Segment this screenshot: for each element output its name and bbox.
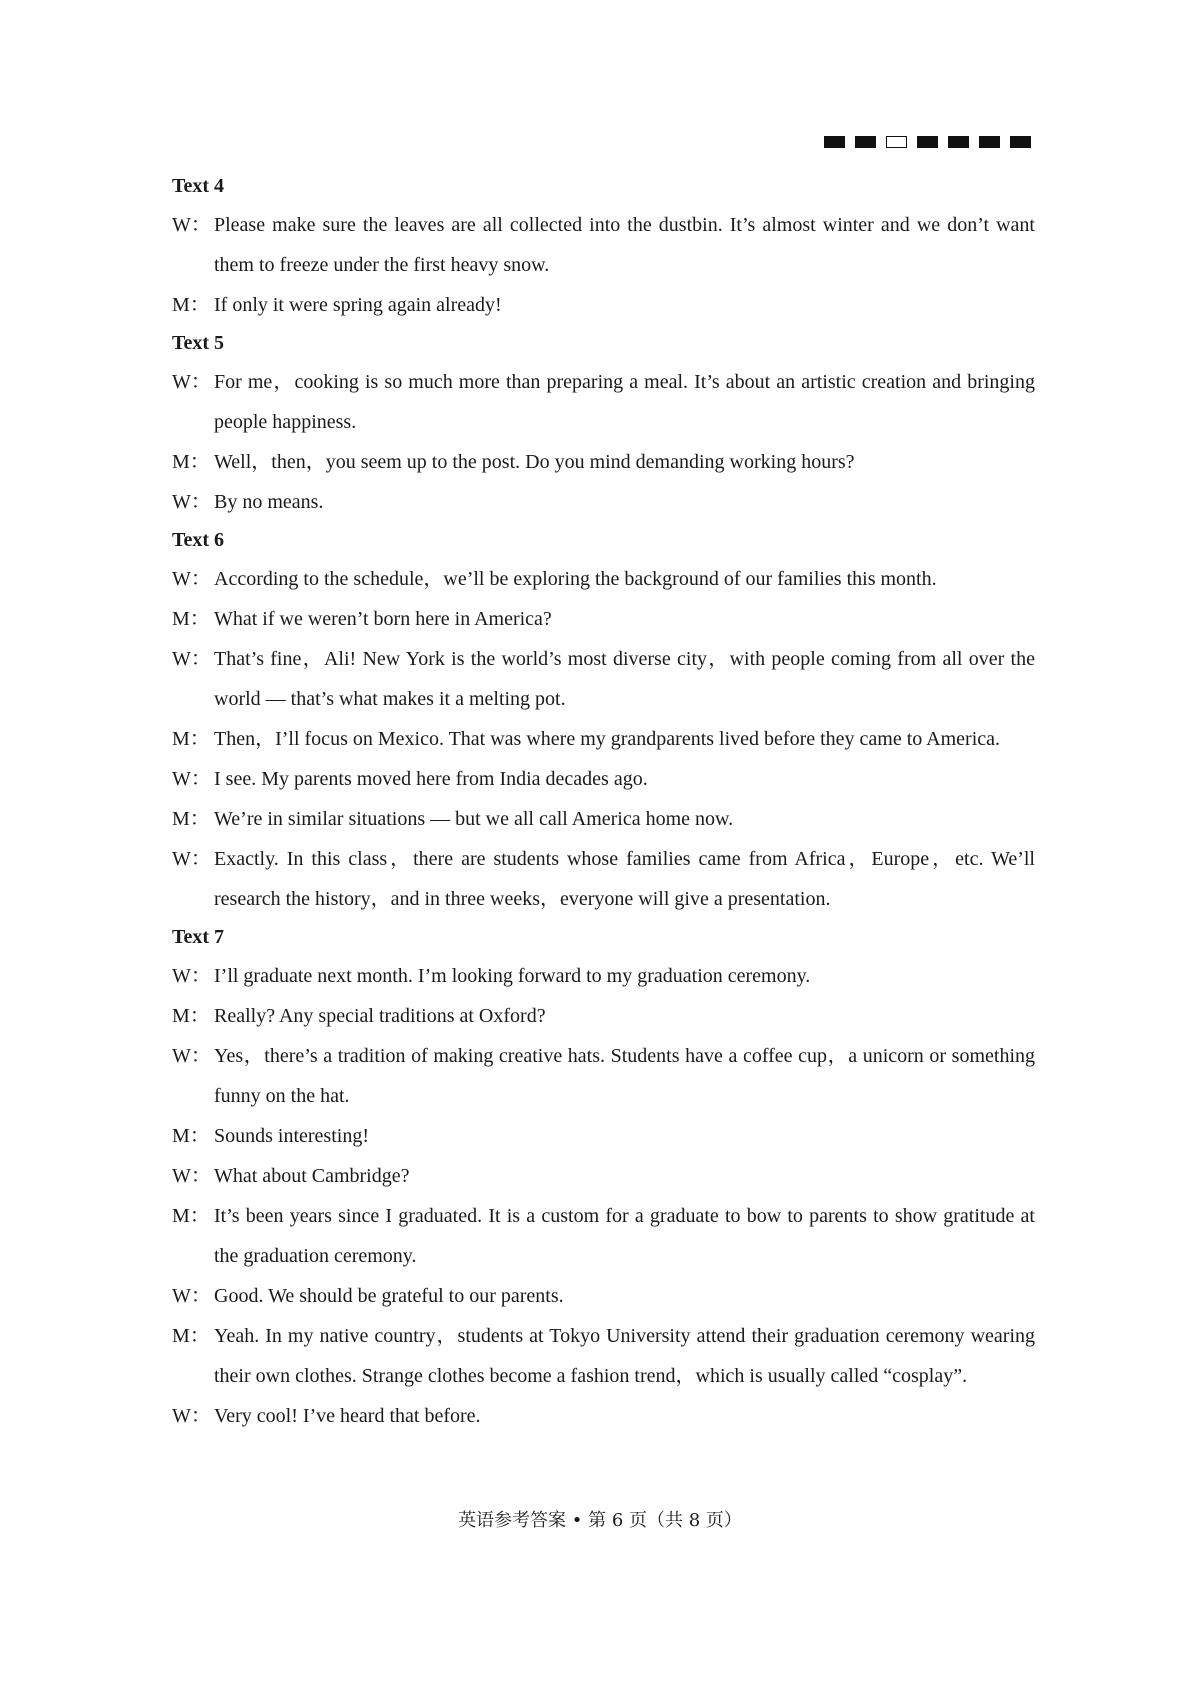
dialogue-text: Then，I’ll focus on Mexico. That was where my grandparents lived before they came to America. [214, 728, 1001, 750]
dialogue-turn [172, 1116, 1035, 1156]
speaker-label: W： [172, 648, 211, 670]
dialogue-text: Well，then，you seem up to the post. Do you mind demanding working hours? [214, 451, 855, 473]
dialogue-turn [172, 1276, 1035, 1316]
dialogue-text: Sounds interesting! [214, 1125, 369, 1147]
dialogue-text: Really? Any special traditions at Oxford? [214, 1005, 546, 1027]
speaker-label: M： [172, 1005, 210, 1027]
dialogue-turn [172, 799, 1035, 839]
dialogue-text: I’ll graduate next month. I’m looking forward to my graduation ceremony. [214, 965, 811, 987]
dialogue-turn [172, 599, 1035, 639]
dialogue-text: We’re in similar situations — but we all call America home now. [214, 808, 734, 830]
dialogue-text: Exactly. In this class，there are students whose families came from Africa，Europe，etc. We’ll research the history，and in three weeks，everyone will give a presentation. [214, 848, 1035, 910]
dialogue-turn [172, 719, 1035, 759]
dialogue-turn [172, 956, 1035, 996]
dialogue-turn [172, 205, 1035, 285]
dialogue-turn [172, 996, 1035, 1036]
dialogue-turn [172, 1196, 1035, 1276]
header-mark-filled [1010, 136, 1031, 148]
speaker-label: W： [172, 1165, 211, 1187]
header-mark-filled [917, 136, 938, 148]
dialogue-text: That’s fine，Ali! New York is the world’s most diverse city，with people coming from all over the world — that’s what makes it a melting pot. [214, 648, 1035, 710]
header-mark-filled [824, 136, 845, 148]
dialogue-turn [172, 759, 1035, 799]
header-mark-hollow [886, 136, 907, 148]
dialogue-turn [172, 442, 1035, 482]
dialogue-text: Yes，there’s a tradition of making creative hats. Students have a coffee cup，a unicorn or something funny on the hat. [214, 1045, 1035, 1107]
speaker-label: M： [172, 451, 210, 473]
speaker-label: M： [172, 294, 210, 316]
dialogue-text: If only it were spring again already! [214, 294, 502, 316]
speaker-label: M： [172, 728, 210, 750]
speaker-label: W： [172, 371, 211, 393]
header-marks [824, 136, 1031, 150]
dialogue-turn [172, 839, 1035, 919]
dialogue-text: By no means. [214, 491, 324, 513]
header-mark-filled [855, 136, 876, 148]
dialogue-turn [172, 559, 1035, 599]
dialogue-text: Please make sure the leaves are all collected into the dustbin. It’s almost winter and we don’t want them to freeze under the first heavy snow. [214, 214, 1035, 276]
speaker-label: W： [172, 768, 211, 790]
speaker-label: W： [172, 491, 211, 513]
dialogue-turn [172, 362, 1035, 442]
dialogue-turn [172, 482, 1035, 522]
speaker-label: W： [172, 1045, 211, 1067]
dialogue-text: For me，cooking is so much more than preparing a meal. It’s about an artistic creation and bringing people happiness. [214, 371, 1035, 433]
header-mark-filled [948, 136, 969, 148]
speaker-label: W： [172, 214, 211, 236]
section-heading: Text 7 [172, 926, 225, 948]
speaker-label: W： [172, 1285, 211, 1307]
dialogue-turn [172, 285, 1035, 325]
dialogue-text: Good. We should be grateful to our parents. [214, 1285, 564, 1307]
speaker-label: W： [172, 965, 211, 987]
section-heading: Text 4 [172, 175, 225, 197]
page-footer: 英语参考答案 • 第 6 页（共 8 页） [458, 1510, 742, 1531]
dialogue-turn [172, 1316, 1035, 1396]
dialogue-text: I see. My parents moved here from India decades ago. [214, 768, 648, 790]
speaker-label: M： [172, 608, 210, 630]
transcript-content [172, 168, 1035, 1436]
dialogue-text: Very cool! I’ve heard that before. [214, 1405, 481, 1427]
dialogue-turn [172, 639, 1035, 719]
dialogue-turn [172, 1036, 1035, 1116]
dialogue-text: What if we weren’t born here in America? [214, 608, 552, 630]
dialogue-turn [172, 1396, 1035, 1436]
section-heading: Text 5 [172, 332, 225, 354]
speaker-label: M： [172, 1325, 210, 1347]
dialogue-turn [172, 1156, 1035, 1196]
dialogue-text: Yeah. In my native country，students at Tokyo University attend their graduation ceremony wearing their own clothes. Strange clothes become a fashion trend，which is usually called “cosplay”. [214, 1325, 1035, 1387]
speaker-label: M： [172, 1205, 210, 1227]
speaker-label: W： [172, 848, 211, 870]
speaker-label: W： [172, 568, 211, 590]
dialogue-text: What about Cambridge? [214, 1165, 410, 1187]
speaker-label: M： [172, 808, 210, 830]
speaker-label: M： [172, 1125, 210, 1147]
dialogue-text: It’s been years since I graduated. It is a custom for a graduate to bow to parents to show gratitude at the graduation ceremony. [214, 1205, 1035, 1267]
section-heading: Text 6 [172, 529, 225, 551]
speaker-label: W： [172, 1405, 211, 1427]
header-mark-filled [979, 136, 1000, 148]
dialogue-text: According to the schedule，we’ll be exploring the background of our families this month. [214, 568, 937, 590]
